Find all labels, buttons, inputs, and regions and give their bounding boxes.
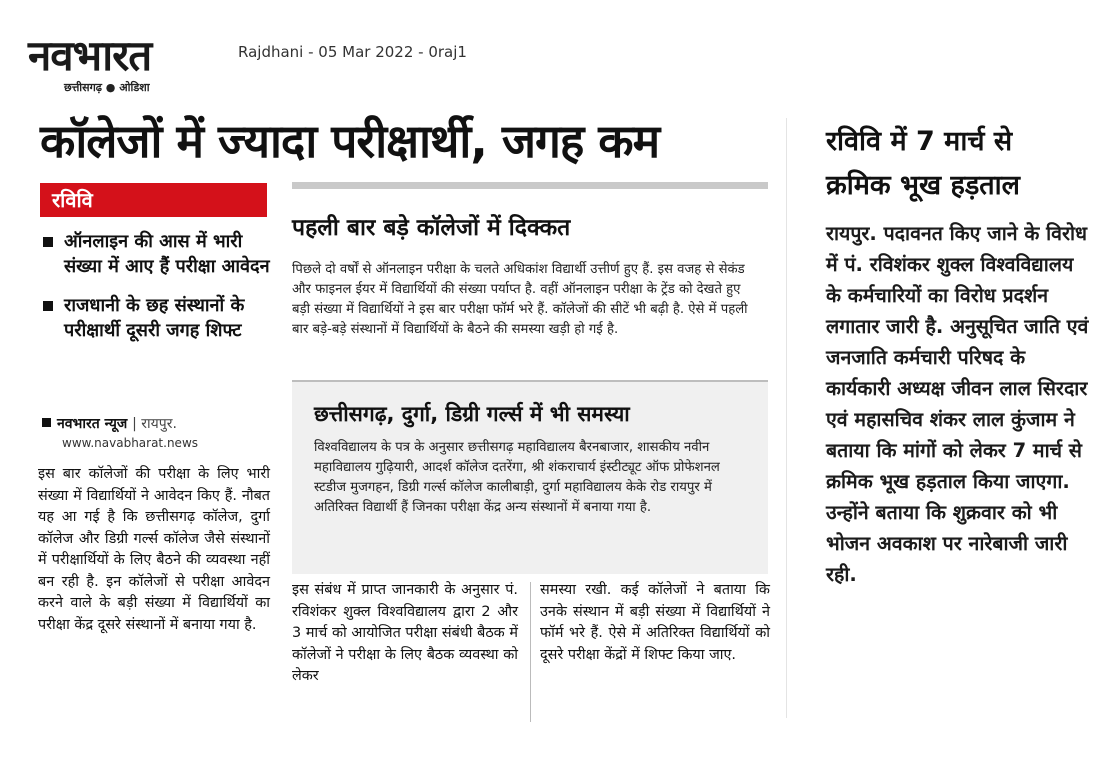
left-body-text: इस बार कॉलेजों की परीक्षा के लिए भारी संख्या में विद्यार्थियों ने आवेदन किए हैं. नौबत यह आ गई है कि छत्तीसगढ़ कॉलेज, दुर्गा कॉलेज और डिग्री गर्ल्स कॉलेज जैसे संस्थानों में परीक्षार्थियों के लिए बैठने की व्यवस्था नहीं बन रही है. इन कॉलेजों से परीक्षा आवेदन करने वाले के बड़ी संख्या में विद्यार्थियों का परीक्षा केंद्र दूसरे संस्थानों में बनाया गया है. xyxy=(38,466,270,633)
column-divider xyxy=(530,582,531,722)
bullet-text: राजधानी के छह संस्थानों के परीक्षार्थी दूसरी जगह शिफ्ट xyxy=(64,295,245,341)
center-column-text: इस संबंध में प्राप्त जानकारी के अनुसार पं. रविशंकर शुक्ल विश्वविद्यालय द्वारा 2 और 3 मार्च को आयोजित परीक्षा संबंधी बैठक में कॉलेजों ने परीक्षा के लिए बैठक व्यवस्था को लेकर xyxy=(292,582,518,684)
bullet-item xyxy=(40,229,280,279)
side-headline-line2: क्रमिक भूख हड़ताल xyxy=(826,170,1020,201)
newspaper-logo: नवभारत xyxy=(28,31,152,80)
section-tag: रविवि xyxy=(40,183,267,217)
website-url: www.navabharat.news xyxy=(62,436,199,450)
subheading-first-time: पहली बार बड़े कॉलेजों में दिक्कत xyxy=(292,215,571,241)
side-headline-line1: रविवि में 7 मार्च से xyxy=(826,126,1013,157)
byline xyxy=(42,414,177,433)
byline-name: नवभारत न्यूज xyxy=(57,416,128,432)
paragraph-first-time: पिछले दो वर्षों से ऑनलाइन परीक्षा के चलते अधिकांश विद्यार्थी उत्तीर्ण हुए हैं. इस वजह से सेकंड और फाइनल ईयर में विद्यार्थियों की संख्या पर्याप्त है. वहीं ऑनलाइन परीक्षा के ट्रेंड को देखते हुए बड़ी संख्या में विद्यार्थियों ने इस बार परीक्षा फॉर्म भरे हैं. कॉलेजों की सीटें भी बढ़ी है. ऐसे में पहली बार बड़े-बड़े संस्थानों में विद्यार्थियों के बैठने की समस्या खड़ी हो गई है. xyxy=(292,262,748,337)
side-story xyxy=(826,120,1091,590)
bullet-text: ऑनलाइन की आस में भारी संख्या में आए हैं परीक्षा आवेदन xyxy=(64,231,270,277)
side-body-text: रायपुर. पदावनत किए जाने के विरोध में पं. रविशंकर शुक्ल विश्वविद्यालय के कर्मचारियों का विरोध प्रदर्शन लगातार जारी है. अनुसूचित जाति एवं जनजाति कर्मचारी परिषद के कार्यकारी अध्यक्ष जीवन लाल सिरदार एवं महासचिव शंकर लाल कुंजाम ने बताया कि मांगों को लेकर 7 मार्च से क्रमिक भूख हड़ताल किया जाएगा. उन्होंने बताया कि शुक्रवार को भी भोजन अवकाश पर नारेबाजी जारी रही. xyxy=(826,222,1089,586)
side-story-divider xyxy=(786,118,787,718)
byline-square-icon xyxy=(42,418,51,427)
subheading-colleges: छत्तीसगढ़, दुर्गा, डिग्री गर्ल्स में भी समस्या xyxy=(314,402,630,426)
dateline: Rajdhani - 05 Mar 2022 - 0raj1 xyxy=(238,43,467,61)
bullet-square-icon xyxy=(43,237,53,247)
logo-subtitle: छत्तीसगढ़ ● ओडिशा xyxy=(64,81,150,94)
section-divider-bar xyxy=(292,182,768,189)
highlight-bullets xyxy=(40,229,280,357)
main-headline: कॉलेजों में ज्यादा परीक्षार्थी, जगह कम xyxy=(40,114,660,168)
byline-city: | रायपुर. xyxy=(132,416,177,432)
bullet-item xyxy=(40,293,280,343)
right-column-text: समस्या रखी. कई कॉलेजों ने बताया कि उनके संस्थान में बड़ी संख्या में विद्यार्थियों ने फॉर्म भरे हैं. ऐसे में अतिरिक्त विद्यार्थियों को दूसरे परीक्षा केंद्रों में शिफ्ट किया जाए. xyxy=(540,582,770,663)
bullet-square-icon xyxy=(43,301,53,311)
paragraph-colleges: विश्वविद्यालय के पत्र के अनुसार छत्तीसगढ़ महाविद्यालय बैरनबाजार, शासकीय नवीन महाविद्यालय गुढ़ियारी, आदर्श कॉलेज दतरेंगा, श्री शंकराचार्य इंस्टीट्यूट ऑफ प्रोफेशनल स्टडीज मुजगहन, डिग्री गर्ल्स कॉलेज कालीबाड़ी, दुर्गा महाविद्यालय केके रोड रायपुर में अतिरिक्त विद्यार्थी हैं जिनका परीक्षा केंद्र अन्य संस्थानों में बनाया गया है. xyxy=(314,440,720,515)
